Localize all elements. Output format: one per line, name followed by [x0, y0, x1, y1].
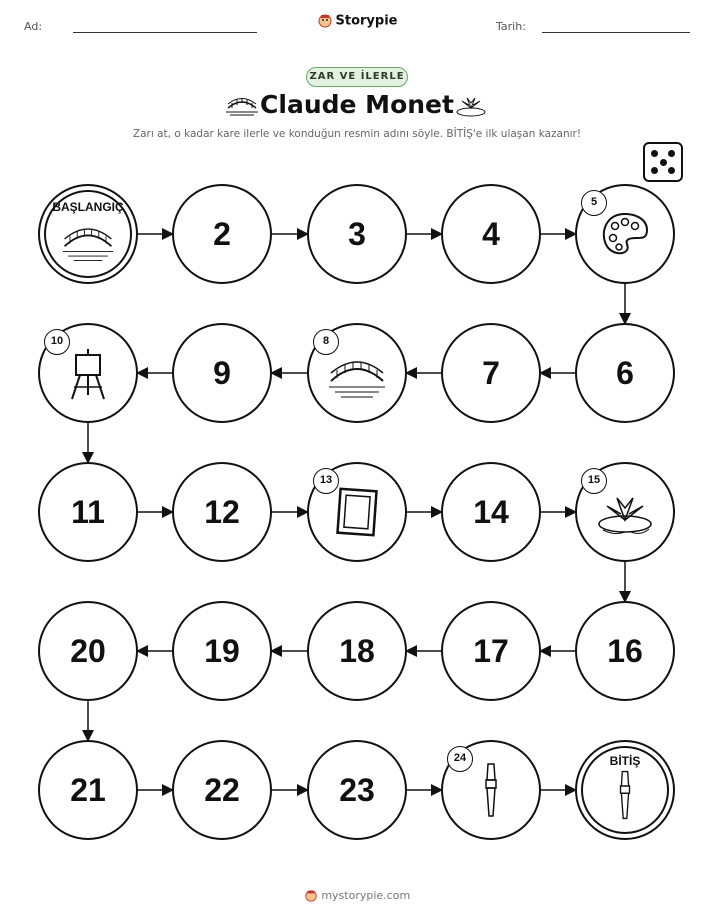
palette-icon [595, 204, 655, 264]
space-number: 22 [204, 772, 240, 808]
date-label: Tarih: [496, 20, 526, 33]
space-number: 11 [71, 494, 105, 530]
footer [0, 889, 714, 903]
space-number: 20 [70, 633, 106, 669]
bridge-icon [61, 212, 115, 266]
space-number: 21 [70, 772, 106, 808]
board-space-20[interactable] [38, 601, 138, 701]
board-space-2[interactable] [172, 184, 272, 284]
space-number: 4 [482, 216, 500, 252]
space-number: 6 [616, 355, 634, 391]
board-space-14[interactable] [441, 462, 541, 562]
storypie-logo-icon [304, 889, 318, 903]
board-space-9[interactable] [172, 323, 272, 423]
space-number: 19 [204, 633, 240, 669]
space-number-badge: 15 [581, 468, 607, 494]
space-number: 14 [473, 494, 509, 530]
paintbrush-icon [598, 768, 652, 822]
board-space-8[interactable] [307, 323, 407, 423]
finish-label: BİTİŞ [609, 754, 641, 768]
board-space-12[interactable] [172, 462, 272, 562]
page-title: Claude Monet [260, 90, 454, 119]
board-space-24[interactable] [441, 740, 541, 840]
space-number-badge: 13 [313, 468, 339, 494]
space-number-badge: 8 [313, 329, 339, 355]
frame-icon [327, 482, 387, 542]
board-space-7[interactable] [441, 323, 541, 423]
board-space-21[interactable] [38, 740, 138, 840]
board-space-11[interactable] [38, 462, 138, 562]
space-number: 2 [213, 216, 231, 252]
space-number: 23 [339, 772, 375, 808]
brand-name: Storypie [335, 13, 398, 29]
start-space[interactable] [38, 184, 138, 284]
board-space-16[interactable] [575, 601, 675, 701]
easel-icon [58, 343, 118, 403]
space-number: 18 [339, 633, 375, 669]
start-label: BAŞLANGIÇ [52, 200, 124, 214]
space-number-badge: 10 [44, 329, 70, 355]
board-space-6[interactable] [575, 323, 675, 423]
board-space-10[interactable] [38, 323, 138, 423]
space-number-badge: 24 [447, 746, 473, 772]
space-number: 12 [204, 494, 240, 530]
board-space-17[interactable] [441, 601, 541, 701]
water-lily-icon [595, 482, 655, 542]
board-space-22[interactable] [172, 740, 272, 840]
space-number: 3 [348, 216, 366, 252]
space-number: 9 [213, 355, 231, 391]
space-number: 16 [607, 633, 643, 669]
board-space-23[interactable] [307, 740, 407, 840]
board-space-15[interactable] [575, 462, 675, 562]
paintbrush-icon [461, 760, 521, 820]
board-space-5[interactable] [575, 184, 675, 284]
name-label: Ad: [24, 20, 43, 33]
instructions: Zarı at, o kadar kare ilerle ve konduğun resmin adını söyle. BİTİŞ'e ilk ulaşan kazanır! [132, 128, 582, 140]
board-space-19[interactable] [172, 601, 272, 701]
board-space-13[interactable] [307, 462, 407, 562]
footer-url[interactable]: mystorypie.com [321, 889, 411, 902]
game-type-badge: ZAR VE İLERLE [306, 67, 408, 87]
finish-space[interactable] [575, 740, 675, 840]
space-number: 17 [473, 633, 509, 669]
space-number-badge: 5 [581, 190, 607, 216]
bridge-icon [327, 343, 387, 403]
board-space-4[interactable] [441, 184, 541, 284]
board-space-3[interactable] [307, 184, 407, 284]
space-number: 7 [482, 355, 500, 391]
board-space-18[interactable] [307, 601, 407, 701]
